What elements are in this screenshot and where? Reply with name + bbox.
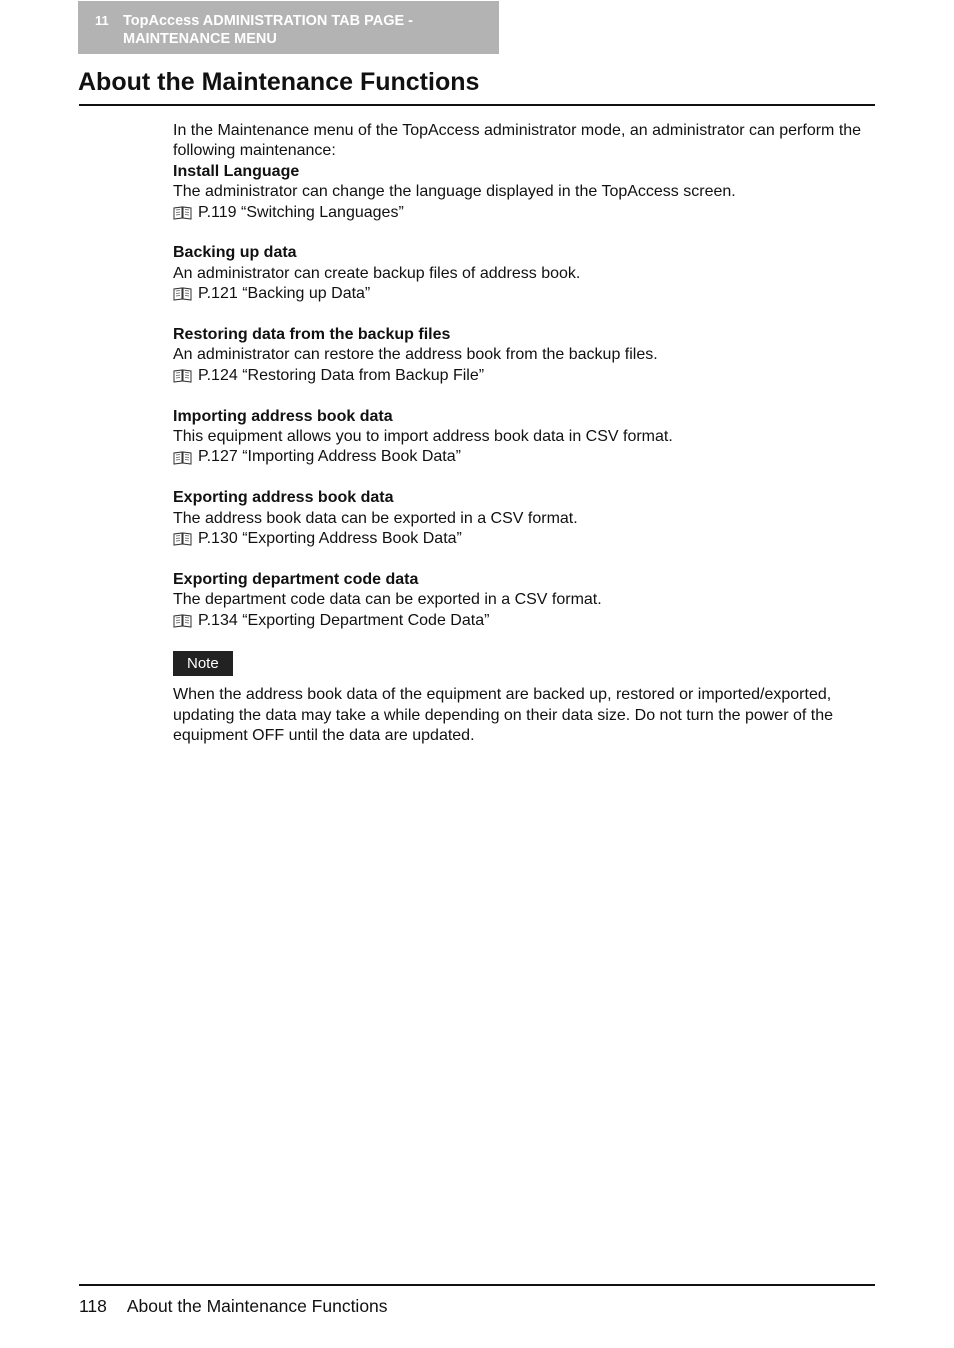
page-reference[interactable] [173,366,873,386]
section-restoring-data [173,325,873,386]
section-description: The department code data can be exported in a CSV format. [173,591,602,609]
page-reference[interactable] [173,529,873,549]
page-reference-text[interactable]: P.130 “Exporting Address Book Data” [198,530,462,548]
section-description: An administrator can create backup files of address book. [173,264,581,282]
page-reference[interactable] [173,284,873,304]
page-footer [79,1296,388,1316]
chapter-title: TopAccess ADMINISTRATION TAB PAGE - MAINTENANCE MENU [123,13,414,47]
note-badge: Note [173,651,233,676]
section-exporting-department-code [173,570,873,631]
section-exporting-address-book [173,488,873,549]
section-description: This equipment allows you to import address book data in CSV format. [173,428,673,446]
page-reference-text[interactable]: P.127 “Importing Address Book Data” [198,448,461,466]
section-install-language [173,162,873,223]
page-title: About the Maintenance Functions [78,68,480,96]
book-icon [173,451,192,465]
section-heading: Install Language [173,162,300,180]
page-reference[interactable] [173,203,873,223]
book-icon [173,206,192,220]
page-reference[interactable] [173,447,873,467]
note-text: When the address book data of the equipment are backed up, restored or imported/exported, updating the data may take a while depending on their data size. Do not turn the power of the equipment OFF until the data are updated. [173,686,833,745]
page-reference-text[interactable]: P.124 “Restoring Data from Backup File” [198,366,485,384]
page-reference-text[interactable]: P.119 “Switching Languages” [198,203,404,221]
footer-page-number: 118 [79,1296,107,1316]
section-backing-up-data [173,243,873,304]
page-reference[interactable] [173,611,873,631]
section-heading: Restoring data from the backup files [173,326,451,344]
book-icon [173,287,192,301]
section-importing-address-book [173,407,873,468]
footer-section-title: About the Maintenance Functions [126,1296,388,1316]
main-content [173,121,873,747]
section-heading: Importing address book data [173,407,393,425]
page-reference-text[interactable]: P.134 “Exporting Department Code Data” [198,611,490,629]
page-reference-text[interactable]: P.121 “Backing up Data” [198,285,371,303]
section-heading: Exporting department code data [173,570,419,588]
book-icon [173,369,192,383]
book-icon [173,532,192,546]
section-description: The address book data can be exported in a CSV format. [173,509,578,527]
chapter-number: 11 [95,13,109,28]
footer-divider [79,1284,875,1286]
section-heading: Backing up data [173,244,297,262]
section-description: An administrator can restore the address book from the backup files. [173,346,658,364]
book-icon [173,614,192,628]
chapter-header [78,1,499,54]
title-divider [79,104,875,106]
intro-text: In the Maintenance menu of the TopAccess administrator mode, an administrator can perform the following maintenance: [173,122,862,160]
section-description: The administrator can change the language displayed in the TopAccess screen. [173,183,736,201]
section-heading: Exporting address book data [173,489,394,507]
